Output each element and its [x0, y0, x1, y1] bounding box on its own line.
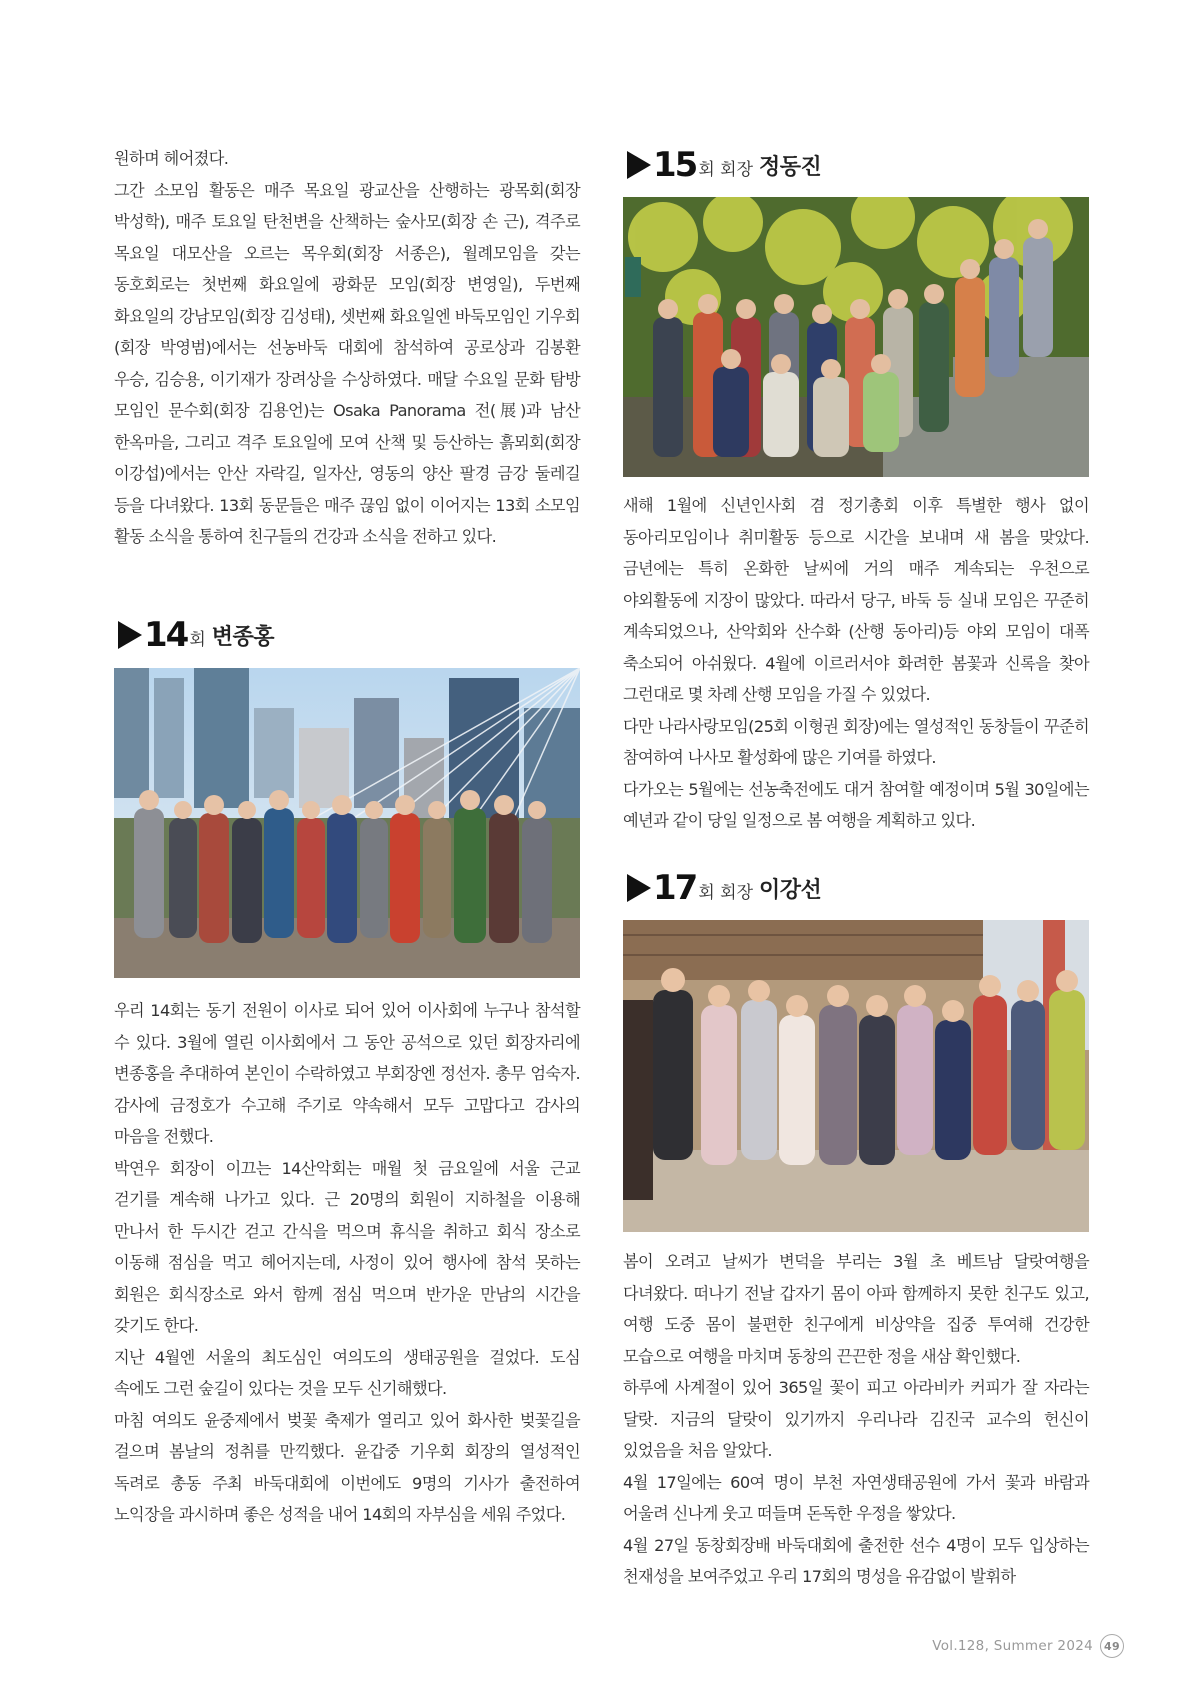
section-14-heading — [118, 613, 274, 653]
section-number: 14 — [144, 615, 188, 655]
section-14-paragraph-2: 박연우 회장이 이끄는 14산악회는 매월 첫 금요일에 서울 근교 걷기를 계속해 나가고 있다. 근 20명의 회원이 지하철을 이용해 만나서 한 두시간 걷고 간식을 먹으며 휴식을 취하고 회식 장소로 이동해 점심을 먹고 헤어지는데, 사정이 있어 행사에 참석 못하는 회원은 회식장소로 와서 함께 점심 먹으며 반가운 만남의 시간을 갖기도 한다. — [114, 1158, 580, 1335]
section-14-paragraph-1: 우리 14회는 동기 전원이 이사로 되어 있어 이사회에 누구나 참석할 수 있다. 3월에 열린 이사회에서 그 동안 공석으로 있던 회장자리에 변종홍을 추대하여 본인이 수락하였고 부회장엔 정선자. 총무 엄숙자. 감사에 금정호가 수고해 주기로 약속해서 모두 고맙다고 감사의 마음을 전했다. — [114, 1001, 580, 1146]
section-17-heading — [627, 866, 821, 906]
page-footer — [932, 1634, 1124, 1658]
section-17-paragraph-1: 봄이 오려고 날씨가 변덕을 부리는 3월 초 베트남 달랏여행을 다녀왔다. 떠나기 전날 갑자기 몸이 아파 함께하지 못한 친구도 있고, 여행 도중 몸이 불편한 친구에게 비상약을 집중 투여해 건강한 모습으로 여행을 마치며 동창의 끈끈한 정을 새삼 확인했다. — [623, 1252, 1089, 1366]
section-15-paragraph-1: 새해 1월에 신년인사회 겸 정기총회 이후 특별한 행사 없이 동아리모임이나 취미활동 등으로 시간을 보내며 새 봄을 맞았다. 금년에는 특히 온화한 날씨에 거의 매주 계속되는 우천으로 야외활동에 지장이 많았다. 따라서 당구, 바둑 등 실내 모임은 꾸준히 계속되었으나, 산악회와 산수화 (산행 동아리)등 야외 모임이 대폭 축소되어 아쉬웠다. 4월에 이르러서야 화려한 봄꽃과 신록을 찾아 그런대로 몇 차례 산행 모임을 가질 수 있었다. — [623, 496, 1089, 704]
section-suffix: 회 — [189, 630, 206, 650]
section-15-heading — [627, 143, 821, 183]
section-15-paragraph-3: 다가오는 5월에는 선농축전에도 대거 참여할 예정이며 5월 30일에는 예년과 같이 당일 일정으로 봄 여행을 계획하고 있다. — [623, 779, 1089, 830]
intro-paragraph-2: 그간 소모임 활동은 매주 목요일 광교산을 산행하는 광목회(회장 박성학), 매주 토요일 탄천변을 산책하는 숲사모(회장 손 근), 격주로 목요일 대모산을 오르는 목우회(회장 서종은), 월례모임을 갖는 동호회로는 첫번째 화요일에 광화문 모임(회장 변영일), 두번째 화요일의 강남모임(회장 김성태), 셋번째 화요일엔 바둑모임인 기우회(회장 박영범)에서는 선농바둑 대회에 참석하여 공로상과 김봉환 우승, 김승용, 이기재가 장려상을 수상하였다. 매달 수요일 문화 탐방 모임인 문수회(회장 김용언)는 Osaka Panorama 전(展)과 남산 한옥마을, 그리고 격주 토요일에 모여 산책 및 등산하는 흙뫼회(회장 이강섭)에서는 안산 자락길, 일자산, 영동의 양산 팔경 금강 둘레길 등을 다녀왔다. 13회 동문들은 매주 끊임 없이 이어지는 13회 소모임 활동 소식을 통하여 친구들의 건강과 소식을 전하고 있다. — [114, 180, 580, 546]
section-17-body — [623, 1246, 1089, 1593]
group-photo-17 — [623, 920, 1089, 1232]
section-15-body — [623, 490, 1089, 837]
group-photo-14 — [114, 668, 580, 978]
section-14-paragraph-4: 마침 여의도 윤중제에서 벚꽃 축제가 열리고 있어 화사한 벚꽃길을 걸으며 봄날의 정취를 만끽했다. 윤갑중 기우회 회장의 열성적인 독려로 총동 주최 바둑대회에 이번에도 9명의 기사가 출전하여 노익장을 과시하며 좋은 성적을 내어 14회의 자부심을 세워 주었다. — [114, 1410, 580, 1524]
group-photo-15 — [623, 197, 1089, 477]
section-17-paragraph-3: 4월 17일에는 60여 명이 부천 자연생태공원에 가서 꽃과 바람과 어울려 신나게 웃고 떠들며 돈독한 우정을 쌓았다. — [623, 1472, 1089, 1523]
section-number: 15 — [653, 145, 697, 185]
section-number: 17 — [653, 868, 697, 908]
triangle-marker-icon — [627, 151, 651, 179]
triangle-marker-icon — [118, 621, 142, 649]
intro-text — [114, 143, 580, 553]
page-number: 49 — [1100, 1634, 1124, 1658]
intro-paragraph-1: 원하며 헤어졌다. — [114, 149, 229, 168]
section-17-paragraph-4: 4월 27일 동창회장배 바둑대회에 출전한 선수 4명이 모두 입상하는 천재성을 보여주었고 우리 17회의 명성을 유감없이 발휘하 — [623, 1535, 1089, 1586]
volume-label: Vol.128, Summer 2024 — [932, 1638, 1093, 1654]
section-leader-name: 정동진 — [759, 154, 822, 180]
section-suffix: 회 회장 — [698, 883, 753, 903]
section-17-paragraph-2: 하루에 사계절이 있어 365일 꽃이 피고 아라비카 커피가 잘 자라는 달랏. 지금의 달랏이 있기까지 우리나라 김진국 교수의 헌신이 있었음을 처음 알았다. — [623, 1378, 1089, 1460]
section-suffix: 회 회장 — [698, 160, 753, 180]
section-leader-name: 변종홍 — [211, 624, 275, 650]
section-leader-name: 이강선 — [759, 877, 822, 903]
section-14-paragraph-3: 지난 4월엔 서울의 최도심인 여의도의 생태공원을 걸었다. 도심 속에도 그런 숲길이 있다는 것을 모두 신기해했다. — [114, 1347, 580, 1398]
section-15-paragraph-2: 다만 나라사랑모임(25회 이형권 회장)에는 열성적인 동창들이 꾸준히 참여하여 나사모 활성화에 많은 기여를 하였다. — [623, 716, 1089, 767]
triangle-marker-icon — [627, 874, 651, 902]
section-14-body — [114, 995, 580, 1531]
